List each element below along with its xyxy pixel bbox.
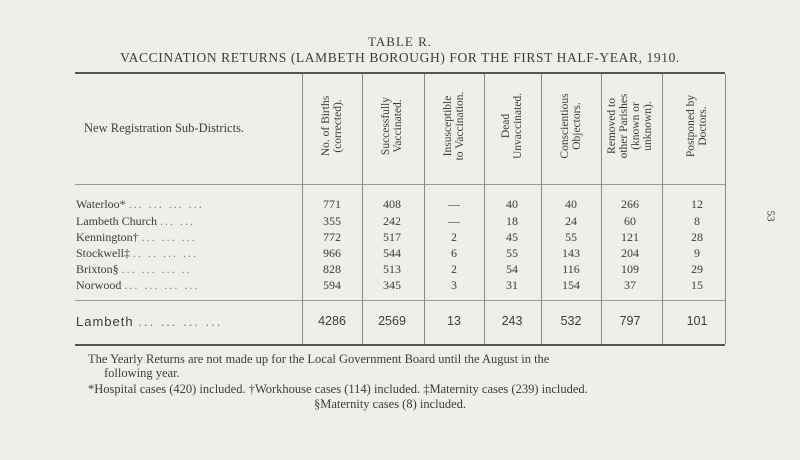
value-cell: 121 bbox=[621, 230, 639, 244]
value-cell: 55 bbox=[506, 246, 518, 260]
column-header bbox=[559, 76, 583, 176]
column-header-line: (known or bbox=[630, 102, 642, 150]
district-cell bbox=[76, 197, 204, 212]
column-header bbox=[606, 76, 654, 176]
value-cell: 266 bbox=[621, 197, 639, 211]
column-header-line: Removed to bbox=[606, 98, 618, 154]
district-name: Brixton§ bbox=[76, 262, 119, 276]
column-header-line: Doctors. bbox=[697, 106, 709, 146]
value-cell: 3 bbox=[451, 278, 457, 292]
total-rule-top bbox=[75, 300, 725, 301]
column-header bbox=[380, 76, 404, 176]
total-value-cell: 13 bbox=[447, 314, 461, 328]
total-value-cell: 532 bbox=[560, 314, 582, 328]
value-cell: 2 bbox=[451, 262, 457, 276]
value-cell: 28 bbox=[691, 230, 703, 244]
value-cell: 204 bbox=[621, 246, 639, 260]
value-cell: 966 bbox=[323, 246, 341, 260]
leader-dots: .. .. ... ... bbox=[133, 246, 198, 260]
table-row bbox=[0, 262, 800, 276]
column-header-line: Dead bbox=[500, 113, 512, 139]
row-header: New Registration Sub-Districts. bbox=[84, 121, 245, 135]
district-name: Norwood bbox=[76, 278, 122, 292]
value-cell: 355 bbox=[323, 214, 341, 228]
district-cell bbox=[76, 262, 192, 277]
total-value-cell: 101 bbox=[686, 314, 708, 328]
leader-dots: ... ... ... ... bbox=[128, 197, 204, 211]
district-name: Stockwell‡ bbox=[76, 246, 130, 260]
column-header-line: unknown). bbox=[642, 101, 654, 151]
value-cell: — bbox=[448, 197, 460, 211]
column-header-line: Objectors. bbox=[571, 102, 583, 150]
column-header bbox=[442, 76, 466, 176]
value-cell: 2 bbox=[451, 230, 457, 244]
table-row bbox=[0, 197, 800, 211]
value-cell: 143 bbox=[562, 246, 580, 260]
table-row bbox=[0, 230, 800, 244]
district-cell bbox=[76, 278, 199, 293]
column-header-line: No. of Births bbox=[320, 95, 332, 157]
column-header-line: to Vaccination. bbox=[454, 91, 466, 161]
value-cell: 40 bbox=[565, 197, 577, 211]
column-header-line: Insusceptible bbox=[442, 95, 454, 157]
district-cell bbox=[76, 246, 198, 261]
value-cell: 544 bbox=[383, 246, 401, 260]
table-row bbox=[0, 246, 800, 260]
table-title: VACCINATION RETURNS (LAMBETH BOROUGH) FOR THE FIRST HALF-YEAR, 1910. bbox=[120, 50, 680, 65]
total-value-cell: 243 bbox=[501, 314, 523, 328]
value-cell: 771 bbox=[323, 197, 341, 211]
table-label: TABLE R. bbox=[367, 34, 432, 49]
value-cell: 8 bbox=[694, 214, 700, 228]
leader-dots: ... ... ... bbox=[141, 230, 197, 244]
value-cell: 517 bbox=[383, 230, 401, 244]
district-cell bbox=[76, 214, 195, 229]
column-header-line: other Parishes bbox=[618, 93, 630, 159]
value-cell: 116 bbox=[562, 262, 580, 276]
value-cell: 45 bbox=[506, 230, 518, 244]
header-rule bbox=[75, 184, 725, 185]
total-dots: ... ... ... ... bbox=[138, 314, 223, 329]
district-name: Waterloo* bbox=[76, 197, 126, 211]
total-name: Lambeth bbox=[76, 314, 134, 329]
top-rule bbox=[75, 72, 725, 74]
note-yearly-returns: The Yearly Returns are not made up for the Local Government Board until the August in the bbox=[88, 352, 550, 366]
value-cell: 24 bbox=[565, 214, 577, 228]
column-header-line: (corrected). bbox=[332, 99, 344, 153]
page-number: 53 bbox=[764, 210, 777, 222]
column-header-line: Postponed by bbox=[685, 94, 697, 158]
value-cell: 828 bbox=[323, 262, 341, 276]
note-cases-included: *Hospital cases (420) included. †Workhouse cases (114) included. ‡Maternity cases (239) included. bbox=[88, 382, 588, 396]
column-header bbox=[500, 76, 524, 176]
value-cell: 154 bbox=[562, 278, 580, 292]
total-value-cell: 2569 bbox=[378, 314, 406, 328]
column-header-line: Unvaccinated. bbox=[512, 92, 524, 160]
value-cell: 37 bbox=[624, 278, 636, 292]
value-cell: 772 bbox=[323, 230, 341, 244]
value-cell: 242 bbox=[383, 214, 401, 228]
value-cell: 60 bbox=[624, 214, 636, 228]
leader-dots: ... ... bbox=[159, 214, 195, 228]
value-cell: 54 bbox=[506, 262, 518, 276]
value-cell: 513 bbox=[383, 262, 401, 276]
value-cell: 109 bbox=[621, 262, 639, 276]
value-cell: 15 bbox=[691, 278, 703, 292]
value-cell: 55 bbox=[565, 230, 577, 244]
value-cell: 408 bbox=[383, 197, 401, 211]
value-cell: 594 bbox=[323, 278, 341, 292]
district-name: Kennington† bbox=[76, 230, 139, 244]
total-label bbox=[76, 314, 222, 329]
leader-dots: ... ... ... .. bbox=[121, 262, 192, 276]
district-cell bbox=[76, 230, 197, 245]
value-cell: 18 bbox=[506, 214, 518, 228]
table-row bbox=[0, 214, 800, 228]
column-header-line: Conscientious bbox=[559, 93, 571, 159]
district-name: Lambeth Church bbox=[76, 214, 157, 228]
column-header-line: Vaccinated. bbox=[392, 99, 404, 153]
column-header-line: Successfully bbox=[380, 96, 392, 156]
total-value-cell: 797 bbox=[619, 314, 641, 328]
value-cell: 29 bbox=[691, 262, 703, 276]
column-header bbox=[320, 76, 344, 176]
value-cell: 9 bbox=[694, 246, 700, 260]
value-cell: 345 bbox=[383, 278, 401, 292]
leader-dots: ... ... ... ... bbox=[124, 278, 200, 292]
value-cell: 40 bbox=[506, 197, 518, 211]
value-cell: — bbox=[448, 214, 460, 228]
value-cell: 31 bbox=[506, 278, 518, 292]
value-cell: 6 bbox=[451, 246, 457, 260]
table-row bbox=[0, 278, 800, 292]
note-maternity-brixton: §Maternity cases (8) included. bbox=[314, 397, 467, 411]
total-value-cell: 4286 bbox=[318, 314, 346, 328]
total-row bbox=[0, 314, 800, 328]
column-header bbox=[685, 76, 709, 176]
value-cell: 12 bbox=[691, 197, 703, 211]
note-following-year: following year. bbox=[104, 366, 180, 380]
bottom-rule bbox=[75, 344, 725, 346]
